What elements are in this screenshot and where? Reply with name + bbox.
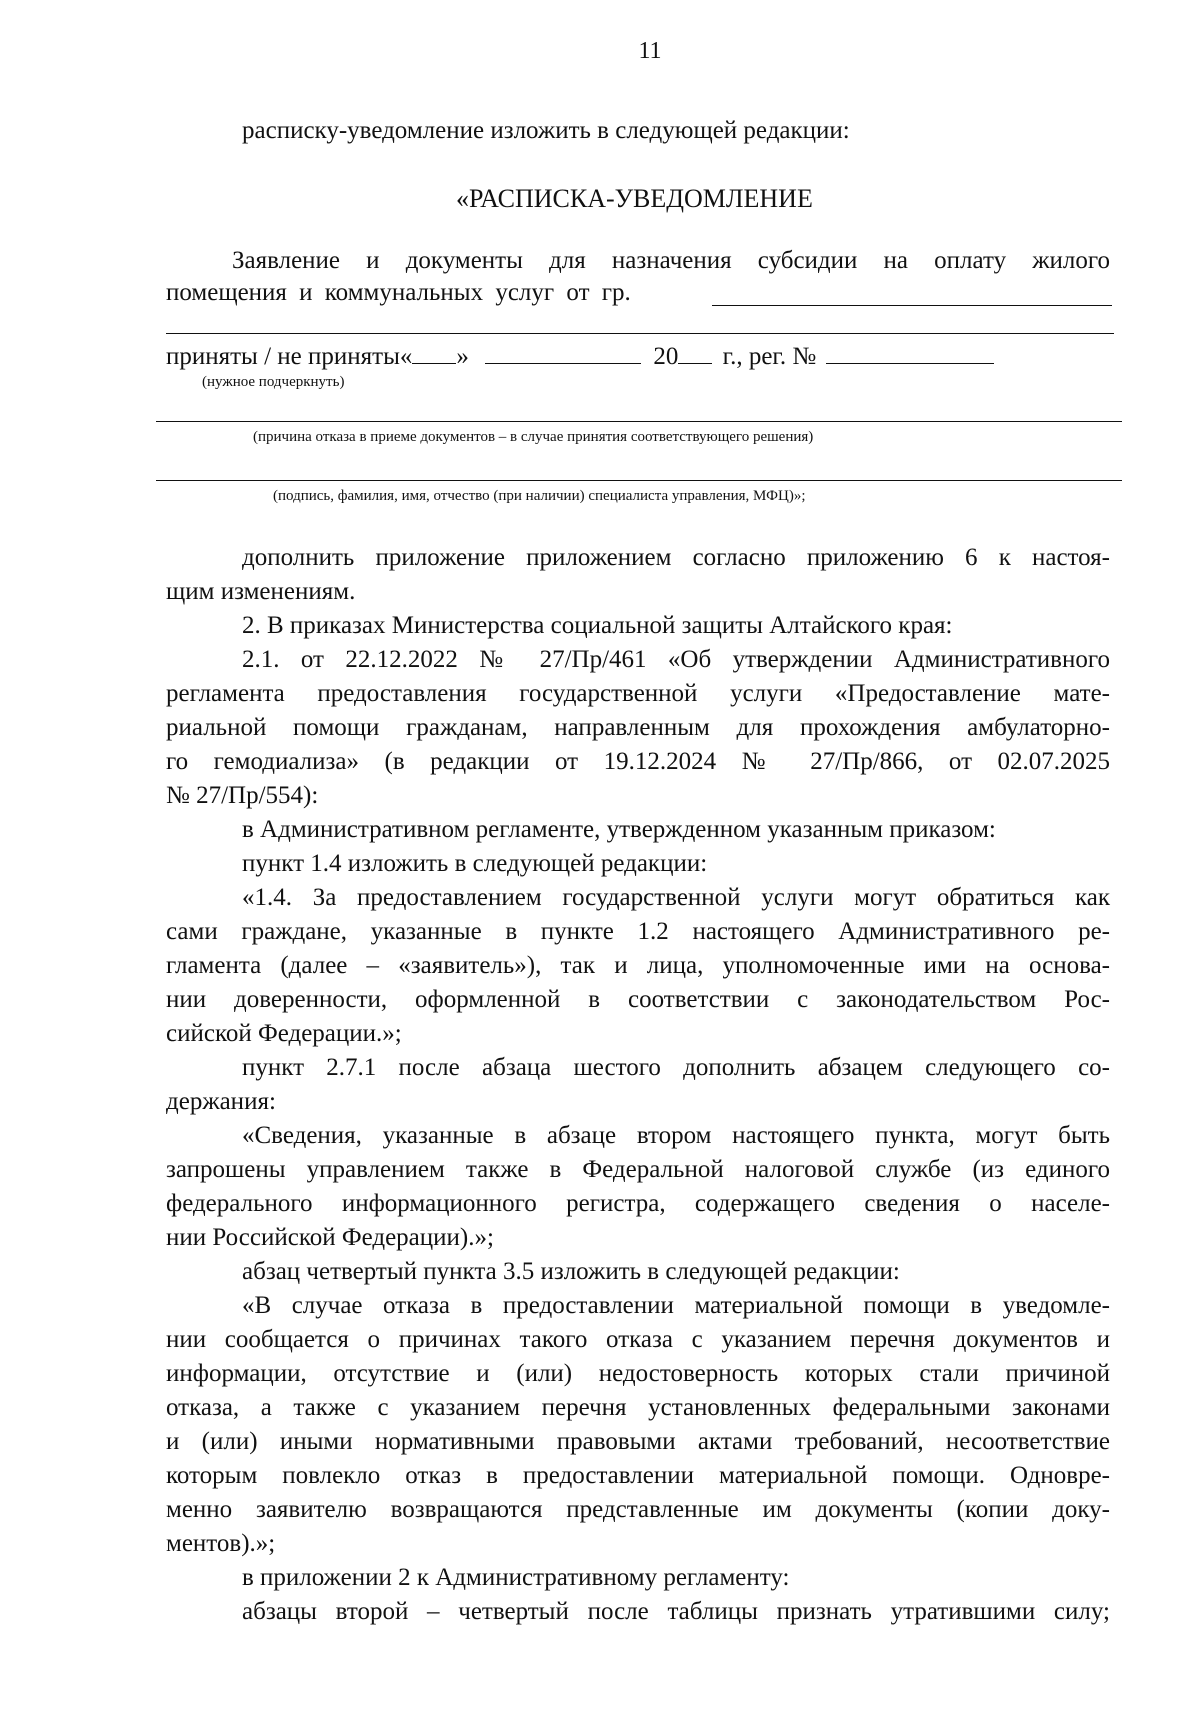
body-line-21: нии Российской Федерации).»; bbox=[166, 1224, 494, 1251]
body-line-27: и (или) иными нормативными правовыми актами требований, несоответствие bbox=[166, 1428, 1110, 1455]
reg-number-blank[interactable] bbox=[826, 341, 994, 364]
signature-blank[interactable] bbox=[156, 480, 1122, 481]
body-line-26: отказа, а также с указанием перечня установленных федеральными законами bbox=[166, 1394, 1110, 1421]
body-line-9: в Административном регламенте, утвержденном указанным приказом: bbox=[242, 816, 996, 843]
body-line-11: «1.4. За предоставлением государственной услуги могут обратиться как bbox=[242, 884, 1110, 911]
body-line-4: 2.1. от 22.12.2022 № 27/Пр/461 «Об утверждении Административного bbox=[242, 646, 1110, 673]
body-line-10: пункт 1.4 изложить в следующей редакции: bbox=[242, 850, 708, 877]
year-blank[interactable] bbox=[678, 341, 712, 364]
body-line-28: которым повлекло отказ в предоставлении материальной помощи. Одновре- bbox=[166, 1462, 1110, 1489]
body-line-13: гламента (далее – «заявитель»), так и лица, уполномоченные ими на основа- bbox=[166, 952, 1110, 979]
year-prefix: 20 bbox=[653, 343, 679, 370]
body-line-14: нии доверенности, оформленной в соответствии с законодательством Рос- bbox=[166, 986, 1110, 1013]
body-line-30: ментов).»; bbox=[166, 1530, 276, 1557]
body-line-17: держания: bbox=[166, 1088, 276, 1115]
form-line-2-text: помещения и коммунальных услуг от гр. bbox=[166, 279, 631, 306]
body-line-5: регламента предоставления государственной услуги «Предоставление мате- bbox=[166, 680, 1110, 707]
form-line-1: Заявление и документы для назначения субсидии на оплату жилого bbox=[232, 247, 1110, 274]
body-line-6: риальной помощи гражданам, направленным для прохождения амбулаторно- bbox=[166, 714, 1110, 741]
body-line-24: нии сообщается о причинах такого отказа с указанием перечня документов и bbox=[166, 1326, 1110, 1353]
body-line-20: федерального информационного регистра, содержащего сведения о населе- bbox=[166, 1190, 1110, 1217]
applicant-name-blank-2[interactable] bbox=[166, 333, 1114, 334]
body-line-1: дополнить приложение приложением согласно приложению 6 к настоя- bbox=[242, 544, 1110, 571]
form-line-2 bbox=[166, 276, 631, 310]
body-line-19: запрошены управлением также в Федеральной налоговой службе (из единого bbox=[166, 1156, 1110, 1183]
body-line-22: абзац четвертый пункта 3.5 изложить в следующей редакции: bbox=[242, 1258, 900, 1285]
form-title: «РАСПИСКА-УВЕДОМЛЕНИЕ bbox=[456, 184, 813, 213]
body-line-15: сийской Федерации.»; bbox=[166, 1020, 402, 1047]
body-line-31: в приложении 2 к Административному регламенту: bbox=[242, 1564, 790, 1591]
reason-blank[interactable] bbox=[156, 421, 1122, 422]
body-line-18: «Сведения, указанные в абзаце втором настоящего пункта, могут быть bbox=[242, 1122, 1110, 1149]
body-line-3: 2. В приказах Министерства социальной защиты Алтайского края: bbox=[242, 612, 953, 639]
accepted-prefix: приняты / не приняты« bbox=[166, 343, 413, 370]
underline-hint: (нужное подчеркнуть) bbox=[202, 374, 345, 390]
reg-number-label: г., рег. № bbox=[722, 343, 817, 370]
month-blank[interactable] bbox=[485, 341, 641, 364]
body-line-25: информации, отсутствие и (или) недостоверность которых стали причиной bbox=[166, 1360, 1110, 1387]
accepted-line bbox=[166, 340, 994, 374]
reason-caption: (причина отказа в приеме документов – в случае принятия соответствующего решения) bbox=[253, 429, 814, 445]
page-number: 11 bbox=[638, 38, 662, 64]
body-line-29: менно заявителю возвращаются представленные им документы (копии доку- bbox=[166, 1496, 1110, 1523]
body-line-32: абзацы второй – четвертый после таблицы признать утратившими силу; bbox=[242, 1598, 1110, 1625]
day-blank[interactable] bbox=[412, 341, 456, 364]
body-line-2: щим изменениям. bbox=[166, 578, 356, 605]
body-line-23: «В случае отказа в предоставлении материальной помощи в уведомле- bbox=[242, 1292, 1110, 1319]
body-line-12: сами граждане, указанные в пункте 1.2 настоящего Административного ре- bbox=[166, 918, 1110, 945]
body-line-16: пункт 2.7.1 после абзаца шестого дополнить абзацем следующего со- bbox=[242, 1054, 1110, 1081]
body-line-8: № 27/Пр/554): bbox=[166, 782, 319, 809]
accepted-quote: » bbox=[456, 343, 469, 370]
intro-line: расписку-уведомление изложить в следующей редакции: bbox=[242, 117, 850, 144]
signature-caption: (подпись, фамилия, имя, отчество (при наличии) специалиста управления, МФЦ)»; bbox=[273, 488, 806, 504]
body-line-7: го гемодиализа» (в редакции от 19.12.2024 № 27/Пр/866, от 02.07.2025 bbox=[166, 748, 1110, 775]
applicant-name-blank[interactable] bbox=[712, 305, 1112, 306]
